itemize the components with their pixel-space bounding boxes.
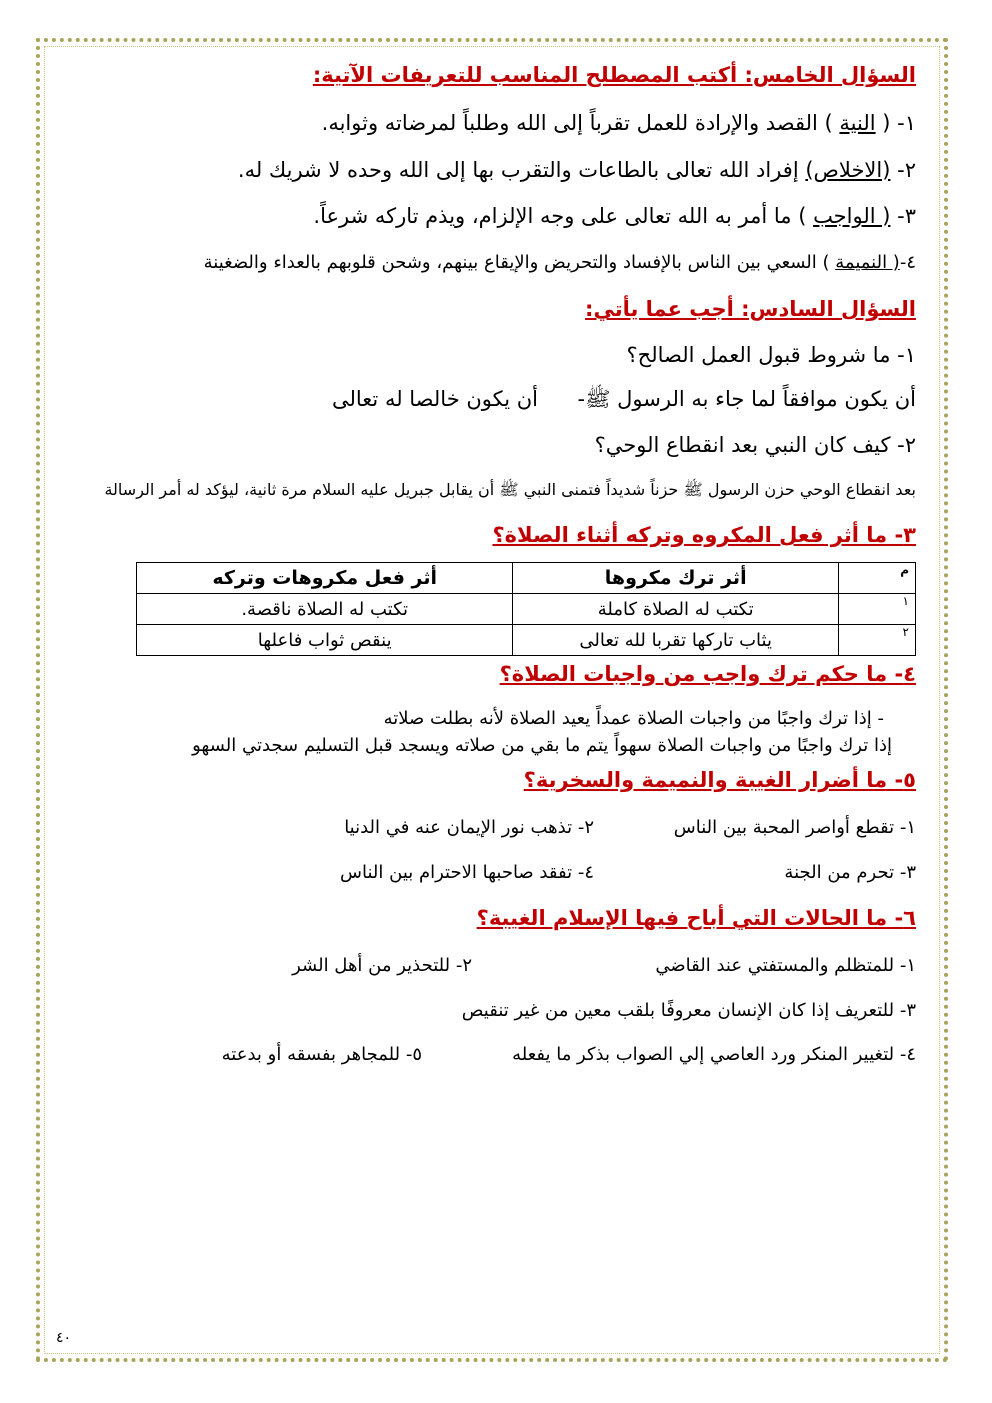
case-1: ١- للمتظلم والمستفتي عند القاضي bbox=[655, 955, 916, 976]
q6-answer-1b: أن يكون خالصا له تعالى bbox=[332, 387, 538, 411]
q5-title: السؤال الخامس: أكتب المصطلح المناسب للتعريفات الآتية: bbox=[312, 63, 916, 87]
table-row bbox=[137, 625, 916, 656]
table-cell: ينقص ثواب فاعلها bbox=[137, 625, 513, 656]
q6-title: السؤال السادس: أجب عما يأتي: bbox=[585, 297, 916, 321]
makrooh-table bbox=[136, 562, 916, 656]
page-border bbox=[36, 38, 948, 1362]
q6-question-3: ٣- ما أثر فعل المكروه وتركه أثناء الصلاة؟ bbox=[492, 523, 916, 547]
term-1: النية bbox=[839, 111, 876, 135]
table-cell: ٢ bbox=[839, 625, 916, 656]
table-cell: تكتب له الصلاة كاملة bbox=[513, 594, 839, 625]
q5-item-1: ١- ( النية ) القصد والإرادة للعمل تقرباً إلى الله وطلباً لمرضاته وثوابه. bbox=[321, 111, 916, 135]
harm-4: ٤- تفقد صاحبها الاحترام بين الناس bbox=[340, 862, 594, 883]
table-header-leave: أثر ترك مكروها bbox=[513, 563, 839, 594]
harm-3: ٣- تحرم من الجنة bbox=[784, 862, 916, 883]
case-5: ٥- للمجاهر بفسقه أو بدعته bbox=[221, 1044, 422, 1065]
page-number: ٤٠ bbox=[56, 1330, 72, 1346]
harm-2: ٢- تذهب نور الإيمان عنه في الدنيا bbox=[344, 817, 594, 838]
q6-answer-4a: - إذا ترك واجبًا من واجبات الصلاة عمداً يعيد الصلاة لأنه بطلت صلاته bbox=[383, 708, 884, 729]
q6-question-4: ٤- ما حكم ترك واجب من واجبات الصلاة؟ bbox=[499, 662, 916, 686]
q6-question-1: ١- ما شروط قبول العمل الصالح؟ bbox=[626, 343, 916, 367]
table-header-row bbox=[137, 563, 916, 594]
q6-question-5: ٥- ما أضرار الغيبة والنميمة والسخرية؟ bbox=[523, 768, 916, 792]
q5-item-4: ٤-( النميمة ) السعي بين الناس بالإفساد والتحريض والإيقاع بينهم، وشحن قلوبهم بالعداء والضغينة bbox=[203, 252, 916, 273]
table-cell: تكتب له الصلاة ناقصة. bbox=[137, 594, 513, 625]
case-3: ٣- للتعريف إذا كان الإنسان معروفًا بلقب معين من غير تنقيص bbox=[461, 1000, 916, 1021]
case-2: ٢- للتحذير من أهل الشر bbox=[292, 955, 472, 976]
table-cell: يثاب تاركها تقربا لله تعالى bbox=[513, 625, 839, 656]
q5-item-3: ٣- ( الواجب ) ما أمر به الله تعالى على وجه الإلزام، ويذم تاركه شرعاً. bbox=[313, 204, 916, 228]
q6-answer-2: بعد انقطاع الوحي حزن الرسول ﷺ حزناً شديداً فتمنى النبي ﷺ أن يقابل جبريل عليه السلام مرة ثانية، ليؤكد له أمر الرسالة bbox=[104, 480, 916, 499]
q6-answer-1a: أن يكون موافقاً لما جاء به الرسول ﷺ- bbox=[577, 387, 916, 411]
table-row bbox=[137, 594, 916, 625]
term-2: (الاخلاص) bbox=[805, 158, 891, 182]
table-header-do: أثر فعل مكروهات وتركه bbox=[137, 563, 513, 594]
table-header-num: م bbox=[839, 563, 916, 594]
q6-answer-4b: إذا ترك واجبًا من واجبات الصلاة سهواً يتم ما بقي من صلاته ويسجد قبل التسليم سجدتي السهو bbox=[192, 735, 892, 756]
table-cell: ١ bbox=[839, 594, 916, 625]
harm-1: ١- تقطع أواصر المحبة بين الناس bbox=[673, 817, 916, 838]
term-3: ( الواجب bbox=[813, 204, 891, 228]
case-4: ٤- لتغيير المنكر ورد العاصي إلي الصواب بذكر ما يفعله bbox=[512, 1044, 916, 1065]
q6-question-2: ٢- كيف كان النبي بعد انقطاع الوحي؟ bbox=[594, 433, 916, 457]
q6-question-6: ٦- ما الحالات التي أباح فيها الإسلام الغيبة؟ bbox=[476, 906, 916, 930]
q5-item-2: ٢- (الاخلاص) إفراد الله تعالى بالطاعات والتقرب بها إلى الله وحده لا شريك له. bbox=[237, 158, 916, 182]
term-4: ( النميمة bbox=[835, 252, 900, 273]
